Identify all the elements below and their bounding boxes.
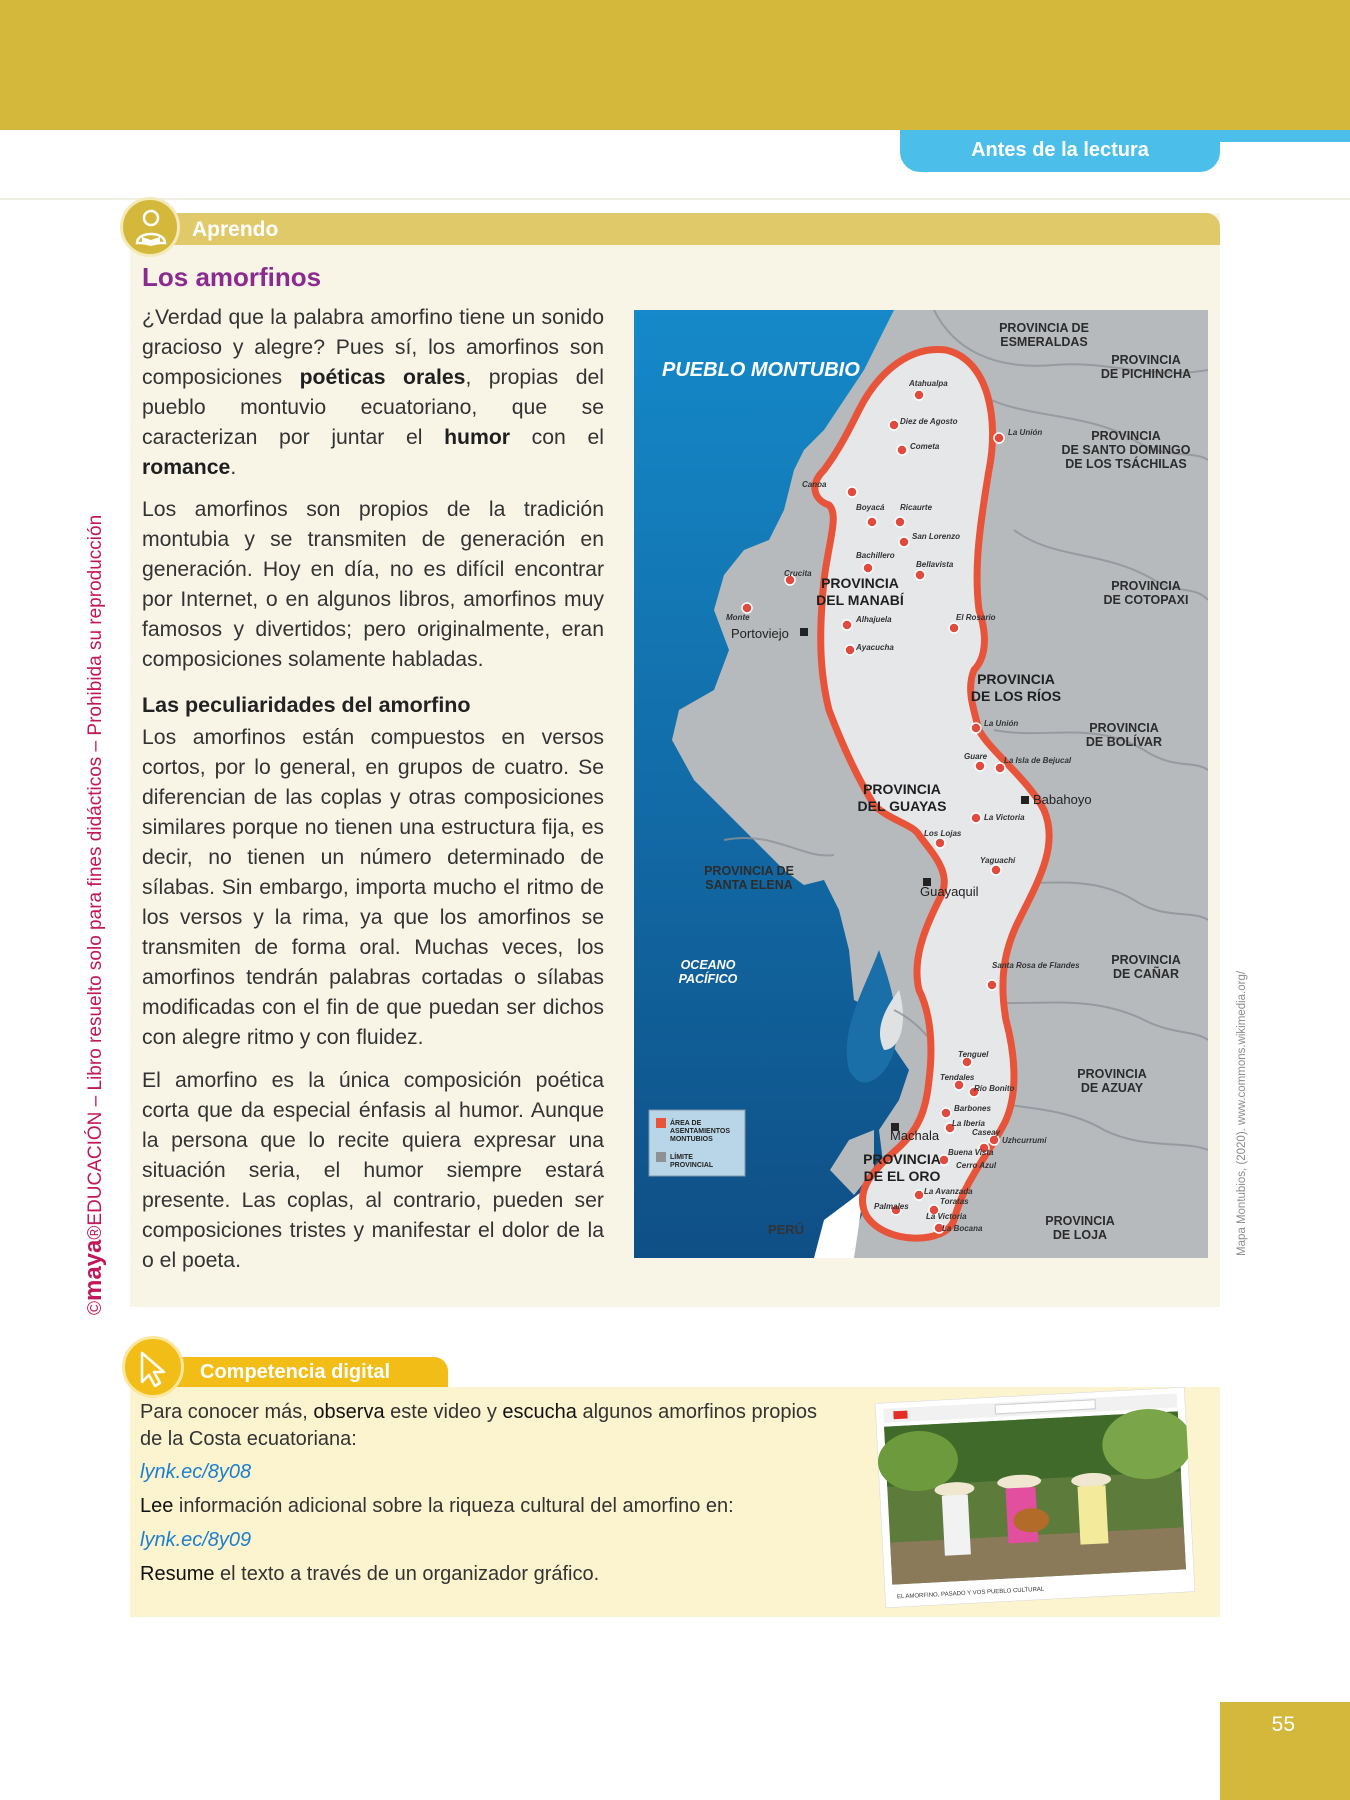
svg-text:ASENTAMIENTOS: ASENTAMIENTOS	[670, 1128, 731, 1135]
svg-text:La Iberia: La Iberia	[952, 1119, 985, 1128]
aprendo-header-bar	[130, 213, 1220, 245]
svg-text:SANTA ELENA: SANTA ELENA	[705, 878, 793, 892]
video-link[interactable]: lynk.ec/8y08	[140, 1461, 252, 1483]
svg-text:PROVINCIAL: PROVINCIAL	[670, 1162, 714, 1169]
competencia-label: Competencia digital	[200, 1361, 391, 1383]
svg-text:DE LOS TSÁCHILAS: DE LOS TSÁCHILAS	[1065, 457, 1187, 471]
competencia-line-2: Lee información adicional sobre la riqueza cultural del amorfino en:	[140, 1495, 734, 1517]
subheading: Las peculiaridades del amorfino	[142, 693, 471, 717]
svg-text:PROVINCIA: PROVINCIA	[1077, 1067, 1147, 1081]
svg-text:Guare: Guare	[964, 752, 988, 761]
page-number: 55	[1271, 1713, 1295, 1736]
montubio-map	[634, 310, 1208, 1258]
svg-text:PERÚ: PERÚ	[767, 1222, 805, 1237]
svg-text:Canoa: Canoa	[802, 480, 827, 489]
paragraph-peculiarities: Los amorfinos están compuestos en versos cortos, por lo general, en grupos de cuatro. Se diferencian de las coplas y otras composiciones similares porque no tienen una estructura fija, es decir, no tienen un número determinado de sílabas. Sin embargo, importa mucho el ritmo de los versos y la rima, ya que los amorfinos se transmiten de forma oral. Muchas veces, los amorfinos tendrán palabras cortadas o sílabas modificadas con el fin de que puedan ser dichos con alegre ritmo y con fluidez.	[142, 726, 604, 1049]
svg-text:DEL MANABÍ: DEL MANABÍ	[816, 592, 904, 608]
svg-text:Buena Vista: Buena Vista	[948, 1148, 994, 1157]
section-tab-label: Antes de la lectura	[900, 130, 1220, 172]
map-credit: Mapa Montubios, (2020). www.commons.wikimedia.org/	[1236, 970, 1248, 1256]
svg-text:Uzhcurrumi: Uzhcurrumi	[1002, 1136, 1047, 1145]
play-icon	[893, 1411, 907, 1420]
svg-text:Río Bonito: Río Bonito	[974, 1084, 1015, 1093]
svg-text:Santa Rosa de Flandes: Santa Rosa de Flandes	[992, 961, 1080, 970]
svg-text:PROVINCIA: PROVINCIA	[1091, 429, 1161, 443]
svg-text:PROVINCIA DE: PROVINCIA DE	[704, 864, 794, 878]
svg-text:Toratas: Toratas	[940, 1197, 969, 1206]
competencia-line-3: Resume el texto a través de un organizador gráfico.	[140, 1563, 600, 1585]
map-legend	[649, 1110, 745, 1176]
svg-text:PROVINCIA DE: PROVINCIA DE	[999, 321, 1089, 335]
svg-text:PACÍFICO: PACÍFICO	[678, 972, 738, 986]
paragraph-tradition: Los amorfinos son propios de la tradición montubia y se transmiten de generación en generación. Hoy en día, no es difícil encontrar por Internet, o en algunos libros, amorfinos muy famosos y divertidos; pero originalmente, eran composiciones solamente habladas.	[142, 498, 604, 671]
top-color-band	[0, 0, 1350, 130]
info-link[interactable]: lynk.ec/8y09	[140, 1529, 252, 1551]
svg-text:DE SANTO DOMINGO: DE SANTO DOMINGO	[1061, 443, 1191, 457]
svg-text:Tendales: Tendales	[940, 1073, 975, 1082]
competencia-line-1: Para conocer más, observa este video y escucha algunos amorfinos propios de la Costa ecuatoriana:	[140, 1401, 818, 1450]
svg-text:PROVINCIA: PROVINCIA	[863, 781, 941, 797]
svg-text:Ricaurte: Ricaurte	[900, 503, 933, 512]
svg-text:PROVINCIA: PROVINCIA	[821, 575, 899, 591]
svg-text:PROVINCIA: PROVINCIA	[1045, 1214, 1115, 1228]
svg-text:Los Lojas: Los Lojas	[924, 829, 962, 838]
svg-text:Bachillero: Bachillero	[856, 551, 895, 560]
svg-text:DEL GUAYAS: DEL GUAYAS	[857, 798, 947, 814]
svg-text:Atahualpa: Atahualpa	[909, 379, 948, 388]
svg-text:PROVINCIA: PROVINCIA	[1111, 353, 1181, 367]
svg-text:Portoviejo: Portoviejo	[731, 626, 789, 641]
svg-text:DE LOS RÍOS: DE LOS RÍOS	[970, 688, 1062, 704]
svg-text:La Victoria: La Victoria	[984, 813, 1025, 822]
paragraph-humor: El amorfino es la única composición poética corta que da especial énfasis al humor. Aunque la persona que lo recite quiera expresar una situación seria, el humor siempre estará presente. Las coplas, al contrario, pueden ser composiciones tristes y manifestar el dolor de la o el poeta.	[142, 1069, 604, 1272]
svg-text:PROVINCIA: PROVINCIA	[977, 671, 1055, 687]
svg-text:DE EL ORO: DE EL ORO	[863, 1168, 941, 1184]
aprendo-label: Aprendo	[192, 218, 279, 241]
svg-text:DE BOLÍVAR: DE BOLÍVAR	[1085, 735, 1163, 749]
svg-text:La Victoria: La Victoria	[926, 1212, 967, 1221]
svg-text:Ayacucha: Ayacucha	[856, 643, 894, 652]
svg-text:PROVINCIA: PROVINCIA	[863, 1151, 941, 1167]
svg-text:Bellavista: Bellavista	[916, 560, 954, 569]
svg-text:Caseay: Caseay	[972, 1128, 1001, 1137]
svg-text:EL AMORFINO, PASADO Y VOS PUEB: EL AMORFINO, PASADO Y VOS PUEBLO CULTURAL	[896, 1586, 1045, 1601]
svg-text:DE AZUAY: DE AZUAY	[1080, 1081, 1144, 1095]
svg-text:DE LOJA: DE LOJA	[1052, 1228, 1108, 1242]
svg-text:Monte: Monte	[726, 613, 750, 622]
svg-text:La Bocana: La Bocana	[942, 1224, 983, 1233]
divider	[0, 198, 1350, 200]
svg-text:Guayaquil: Guayaquil	[920, 884, 979, 899]
svg-text:MONTUBIOS: MONTUBIOS	[670, 1136, 713, 1143]
svg-text:La Isla de Bejucal: La Isla de Bejucal	[1004, 756, 1072, 765]
svg-text:La Unión: La Unión	[1008, 428, 1043, 437]
section-tab-tail	[1215, 130, 1350, 142]
svg-text:La Avanzada: La Avanzada	[924, 1187, 973, 1196]
svg-text:Machala: Machala	[890, 1128, 940, 1143]
svg-text:Alhajuela: Alhajuela	[856, 615, 892, 624]
svg-text:Barbones: Barbones	[954, 1104, 991, 1113]
svg-text:Babahoyo: Babahoyo	[1033, 792, 1092, 807]
svg-text:DE COTOPAXI: DE COTOPAXI	[1103, 593, 1189, 607]
svg-text:ÁREA DE: ÁREA DE	[670, 1120, 702, 1127]
svg-text:Cometa: Cometa	[910, 442, 940, 451]
svg-text:Yaguachi: Yaguachi	[980, 856, 1016, 865]
svg-text:Diez de Agosto: Diez de Agosto	[900, 417, 958, 426]
svg-text:PROVINCIA: PROVINCIA	[1111, 953, 1181, 967]
svg-text:DE PICHINCHA: DE PICHINCHA	[1100, 367, 1192, 381]
svg-text:Tenguel: Tenguel	[958, 1050, 989, 1059]
svg-text:PROVINCIA: PROVINCIA	[1089, 721, 1159, 735]
copyright-notice: ©maya®EDUCACIÓN – Libro resuelto solo para fines didácticos – Prohibida su reproducción	[80, 514, 107, 1315]
svg-text:ESMERALDAS: ESMERALDAS	[1000, 335, 1088, 349]
svg-text:Palmales: Palmales	[874, 1202, 909, 1211]
svg-text:LÍMITE: LÍMITE	[670, 1154, 693, 1161]
svg-text:San Lorenzo: San Lorenzo	[912, 532, 961, 541]
svg-text:Crucita: Crucita	[784, 569, 812, 578]
svg-text:Boyacá: Boyacá	[856, 503, 885, 512]
svg-text:El Rosario: El Rosario	[956, 613, 996, 622]
page-title: Los amorfinos	[142, 262, 322, 292]
reader-icon	[120, 197, 180, 257]
svg-text:La Unión: La Unión	[984, 719, 1019, 728]
svg-text:PROVINCIA: PROVINCIA	[1111, 579, 1181, 593]
paragraph-intro: ¿Verdad que la palabra amorfino tiene un sonido gracioso y alegre? Pues sí, los amorfinos son composiciones poéticas orales, propias del pueblo montuvio ecuatoriano, que se caracterizan por juntar el humor con el romance.	[142, 306, 604, 479]
cursor-icon	[122, 1336, 184, 1398]
map-title: PUEBLO MONTUBIO	[662, 359, 860, 381]
video-thumbnail[interactable]	[875, 1387, 1195, 1608]
svg-text:Cerro Azul: Cerro Azul	[956, 1161, 997, 1170]
svg-text:DE CAÑAR: DE CAÑAR	[1113, 967, 1179, 981]
svg-text:OCEANO: OCEANO	[680, 958, 736, 972]
